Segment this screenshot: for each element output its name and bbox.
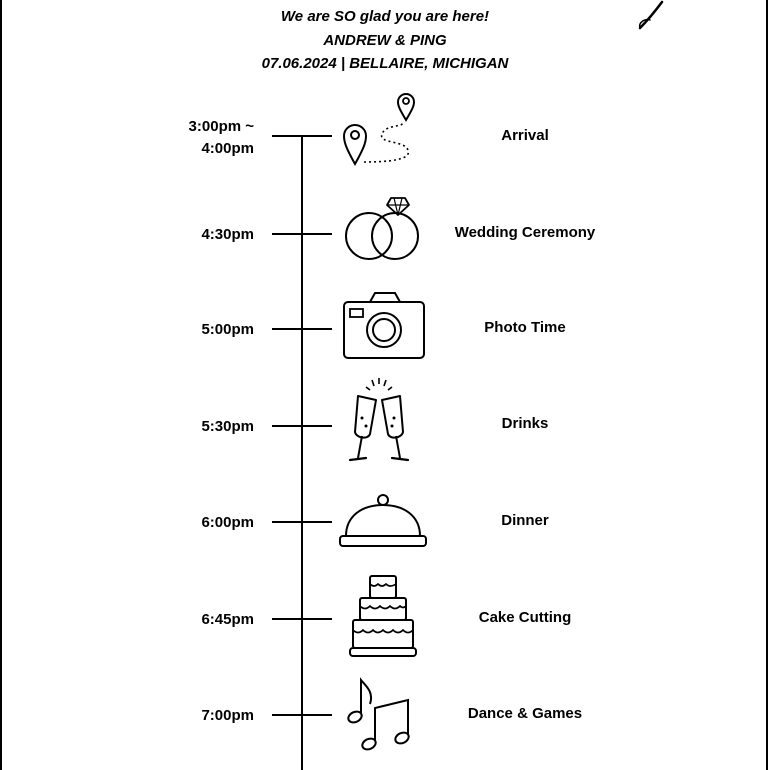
date-location: 07.06.2024 | BELLAIRE, MICHIGAN [261, 55, 509, 72]
schedule-time: 5:30pm [201, 418, 254, 435]
schedule-label: Wedding Ceremony [454, 224, 596, 241]
timeline-tick [272, 233, 332, 235]
location-route-icon [338, 86, 424, 168]
page-border-left [0, 0, 2, 770]
schedule-time: 6:45pm [201, 611, 254, 628]
schedule-time: 4:00pm [201, 140, 254, 157]
timeline-tick [272, 135, 332, 137]
cake-icon [348, 574, 418, 660]
timeline-tick [272, 425, 332, 427]
schedule-label: Arrival [501, 127, 549, 144]
schedule-label: Drinks [501, 415, 549, 432]
timeline-tick [272, 328, 332, 330]
timeline-tick [272, 618, 332, 620]
schedule-time: 4:30pm [201, 226, 254, 243]
timeline-tick [272, 714, 332, 716]
schedule-time: 7:00pm [201, 707, 254, 724]
page-border-right [766, 0, 768, 770]
schedule-label: Dinner [501, 512, 549, 529]
schedule-label: Cake Cutting [478, 609, 572, 626]
timeline-line [301, 136, 303, 770]
camera-icon [342, 290, 426, 362]
wedding-rings-icon [342, 193, 426, 263]
cloche-icon [338, 492, 428, 550]
music-notes-icon [344, 676, 416, 754]
couple-names: ANDREW & PING [323, 32, 447, 49]
schedule-label: Dance & Games [467, 705, 583, 722]
schedule-time: 3:00pm ~ [188, 118, 254, 135]
schedule-label: Photo Time [484, 319, 566, 336]
greeting-text: We are SO glad you are here! [280, 8, 490, 25]
timeline-tick [272, 521, 332, 523]
schedule-time: 5:00pm [201, 321, 254, 338]
schedule-time: 6:00pm [201, 514, 254, 531]
champagne-toast-icon [344, 378, 414, 468]
